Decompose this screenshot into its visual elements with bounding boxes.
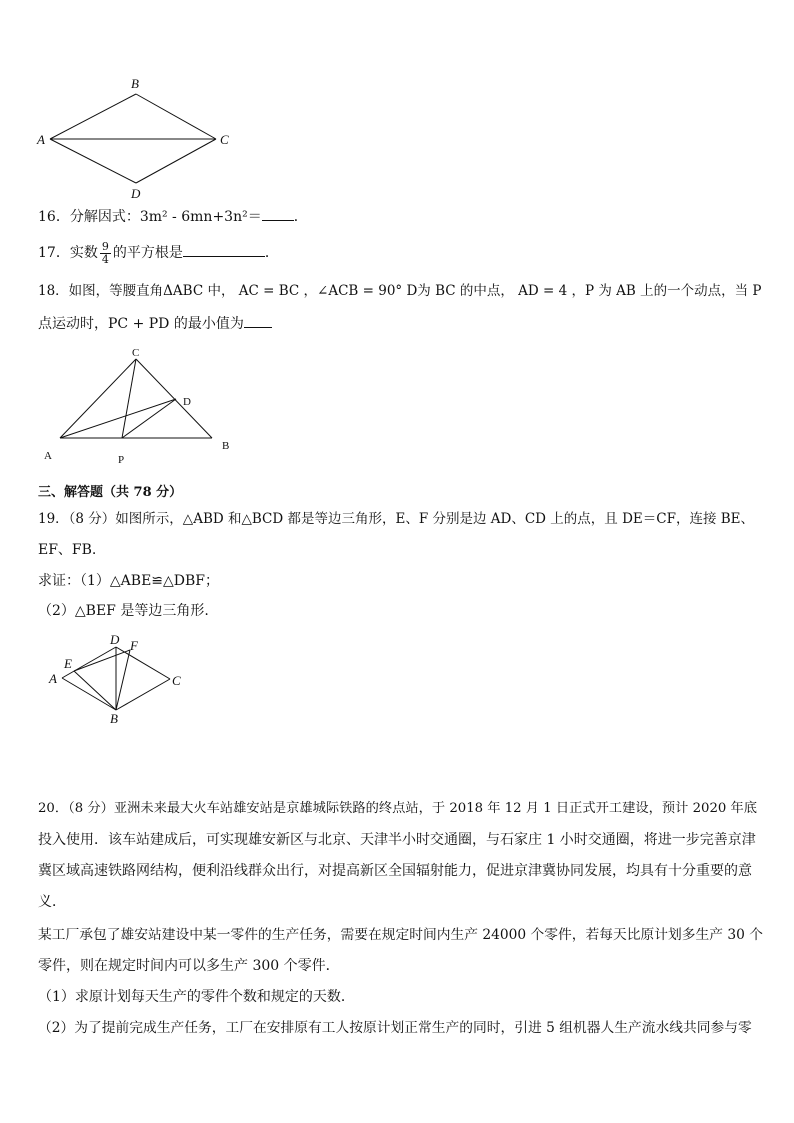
question-20-line5: 某工厂承包了雄安站建设中某一零件的生产任务，需要在规定时间内生产 24000 个零件，若每天比原计划多生产 30 个 bbox=[38, 927, 763, 943]
segment-ef bbox=[74, 650, 130, 671]
label-p: P bbox=[118, 454, 125, 466]
label-c: C bbox=[132, 347, 140, 359]
question-20-line1: 20．（8 分）亚洲未来最大火车站雄安站是京雄城际铁路的终点站，于 2018 年 12 月 1 日正式开工建设，预计 2020 年底 bbox=[38, 801, 758, 816]
question-16 bbox=[38, 206, 308, 227]
question-19-line3: 求证：（1）△ABE≌△DBF； bbox=[38, 573, 220, 589]
q17-end: ． bbox=[264, 245, 279, 261]
question-17 bbox=[38, 236, 279, 270]
segment-cb bbox=[116, 679, 170, 710]
q17-numerator: 9 bbox=[101, 239, 109, 253]
question-20-line8: （2）为了提前完成生产任务，工厂在安排原有工人按原计划正常生产的同时，引进 5 组机器人生产流水线共同参与零 bbox=[38, 1020, 752, 1036]
question-20-line2: 投入使用．该车站建成后，可实现雄安新区与北京、天津半小时交通圈，与石家庄 1 小时交通圈，将进一步完善京津 bbox=[38, 832, 756, 848]
segment-eb bbox=[74, 671, 116, 710]
segment-da bbox=[50, 139, 136, 183]
label-d: D bbox=[131, 186, 141, 201]
q16-end: ． bbox=[293, 209, 308, 225]
label-e: E bbox=[64, 656, 72, 671]
segment-ba bbox=[62, 678, 116, 710]
label-d: D bbox=[183, 396, 191, 408]
question-20-line3: 冀区域高速铁路网结构，便利沿线群众出行，对提高新区全国辐射能力，促进京津冀协同发展，均具有十分重要的意 bbox=[38, 863, 752, 879]
question-18-line2 bbox=[38, 313, 272, 334]
segment-bc bbox=[136, 94, 216, 139]
segment-pd bbox=[122, 399, 176, 438]
q18-answer-blank bbox=[244, 313, 272, 328]
label-a: A bbox=[44, 450, 52, 462]
q16-answer-blank bbox=[262, 206, 294, 221]
segment-fb bbox=[116, 650, 130, 710]
label-b: B bbox=[131, 76, 139, 91]
question-20-line6: 零件，则在规定时间内可以多生产 300 个零件． bbox=[38, 958, 340, 974]
q17-answer-blank bbox=[183, 242, 265, 257]
q18-triangle-figure bbox=[38, 345, 238, 470]
segment-cb bbox=[136, 359, 212, 438]
question-19-line4: （2）△BEF 是等边三角形. bbox=[38, 603, 209, 619]
q16-text: 16．分解因式：3m² - 6mn+3n²＝ bbox=[38, 209, 262, 225]
q17-denominator: 4 bbox=[101, 252, 109, 266]
question-19-line1: 19．（8 分）如图所示，△ABD 和△BCD 都是等边三角形，E、F 分别是边 AD、CD 上的点，且 DE＝CF，连接 BE、 bbox=[38, 511, 755, 527]
q17-prefix: 17．实数 bbox=[38, 245, 98, 261]
rhombus-figure bbox=[30, 70, 240, 205]
label-f: F bbox=[130, 638, 138, 653]
q17-suffix: 的平方根是 bbox=[112, 245, 183, 261]
segment-ab bbox=[50, 94, 136, 139]
section-3-title: 三、解答题（共 78 分） bbox=[38, 485, 183, 500]
question-20-line4: 义． bbox=[38, 894, 66, 910]
q17-fraction bbox=[100, 241, 111, 266]
segment-cd bbox=[136, 139, 216, 183]
label-a: A bbox=[49, 671, 57, 686]
segment-ad bbox=[60, 399, 176, 438]
question-20-line7: （1）求原计划每天生产的零件个数和规定的天数． bbox=[38, 989, 355, 1005]
q19-figure bbox=[40, 630, 200, 730]
label-c: C bbox=[220, 132, 229, 147]
label-a: A bbox=[37, 132, 45, 147]
label-c: C bbox=[172, 673, 181, 688]
question-19-line2: EF、FB. bbox=[38, 542, 97, 558]
label-b: B bbox=[110, 711, 118, 726]
label-d: D bbox=[110, 632, 120, 647]
q18-line2-text: 点运动时，PC + PD 的最小值为 bbox=[38, 316, 244, 332]
label-b: B bbox=[222, 440, 230, 452]
question-18-line1: 18．如图，等腰直角ΔABC 中， AC = BC ，∠ACB = 90° D为 BC 的中点， AD = 4 ，P 为 AB 上的一个动点，当 P bbox=[38, 283, 762, 299]
